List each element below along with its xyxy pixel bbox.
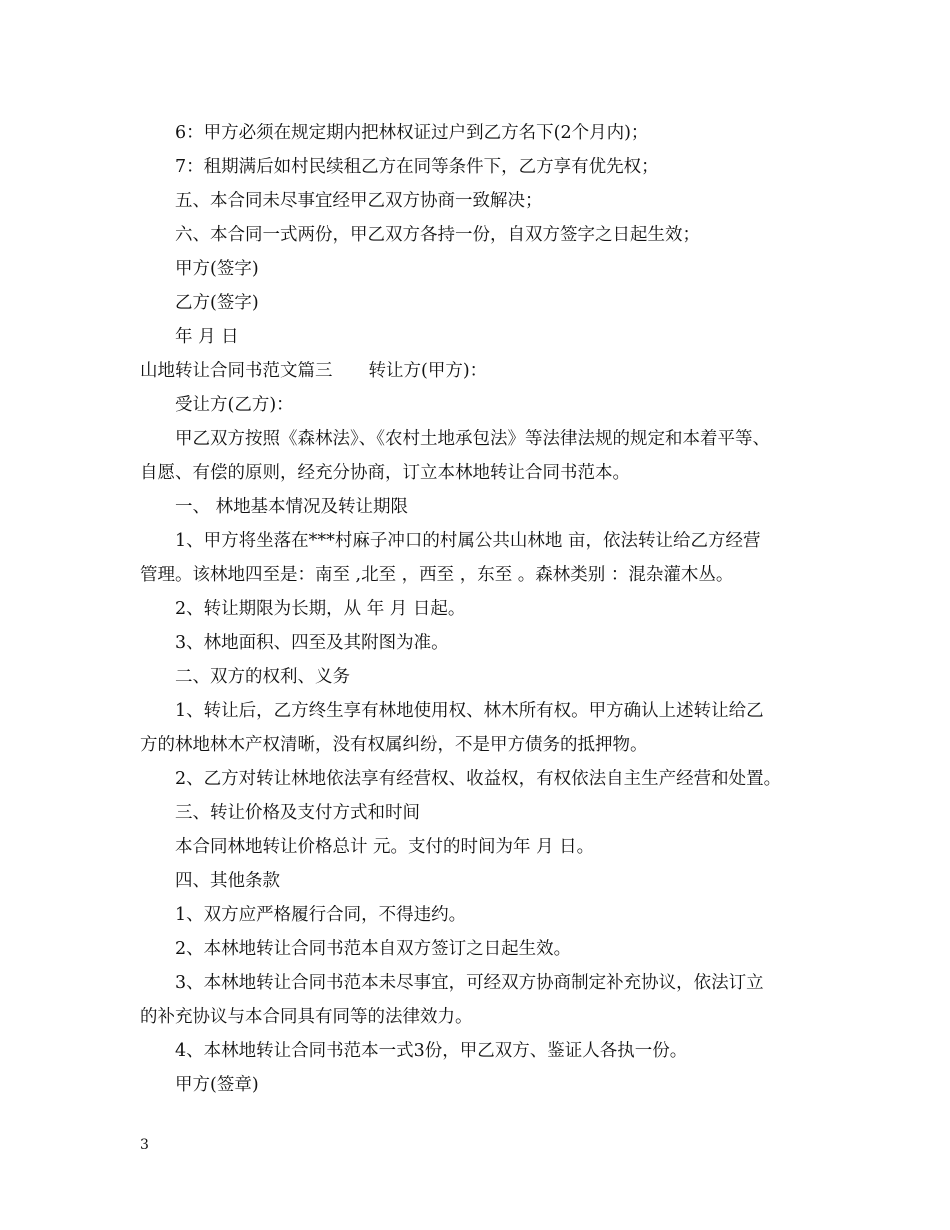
article-3-heading: 三、转让价格及支付方式和时间: [175, 803, 420, 823]
article-3-body: 本合同林地转让价格总计 元。支付的时间为年 月 日。: [175, 837, 595, 857]
article-4-item-3-line-2: 的补充协议与本合同具有同等的法律效力。: [140, 1007, 473, 1027]
transferee-label: 受让方(乙方)：: [175, 395, 294, 415]
preamble-line-2: 自愿、有偿的原则，经充分协商，订立本林地转让合同书范本。: [140, 463, 630, 483]
date-line: 年 月 日: [175, 327, 239, 347]
section-5: 五、本合同未尽事宜经甲乙双方协商一致解决；: [175, 191, 543, 211]
article-2-item-1-line-2: 方的林地林木产权清晰，没有权属纠纷，不是甲方债务的抵押物。: [140, 735, 648, 755]
party-a-signature: 甲方(签字): [175, 259, 259, 279]
article-4-item-2: 2、本林地转让合同书范本自双方签订之日起生效。: [175, 939, 572, 959]
article-1-heading: 一、 林地基本情况及转让期限: [175, 497, 409, 517]
transferor-label: 转让方(甲方)：: [368, 361, 488, 381]
preamble-line-1: 甲乙双方按照《森林法》、《农村土地承包法》等法律法规的规定和本着平等、: [175, 429, 770, 449]
party-a-seal: 甲方(签章): [175, 1075, 259, 1095]
clause-7: 7：租期满后如村民续租乙方在同等条件下，乙方享有优先权；: [175, 157, 659, 177]
article-2-item-2: 2、乙方对转让林地依法享有经营权、收益权，有权依法自主生产经营和处置。: [175, 769, 782, 789]
article-4-item-4: 4、本林地转让合同书范本一式3份，甲乙双方、鉴证人各执一份。: [175, 1041, 688, 1061]
section-title: 山地转让合同书范文篇三: [140, 361, 333, 381]
article-1-item-1-line-2: 管理。该林地四至是：南至 ,北至 ，西至 ，东至 。森林类别 ：混杂灌木丛。: [140, 565, 734, 585]
section-6: 六、本合同一式两份，甲乙双方各持一份，自双方签字之日起生效；: [175, 225, 700, 245]
article-2-heading: 二、双方的权利、义务: [175, 667, 350, 687]
page-number: 3: [140, 1137, 149, 1153]
article-1-item-3: 3、林地面积、四至及其附图为准。: [175, 633, 449, 653]
clause-6: 6：甲方必须在规定期内把林权证过户到乙方名下(2个月内)；: [175, 123, 649, 143]
document-body: [140, 116, 820, 1102]
article-1-item-1-line-1: 1、甲方将坐落在***村麻子冲口的村属公共山林地 亩，依法转让给乙方经营: [175, 531, 761, 551]
article-4-item-1: 1、双方应严格履行合同，不得违约。: [175, 905, 467, 925]
article-2-item-1-line-1: 1、转让后，乙方终生享有林地使用权、林木所有权。甲方确认上述转让给乙: [175, 701, 764, 721]
article-1-item-2: 2、转让期限为长期，从 年 月 日起。: [175, 599, 466, 619]
section-title-row: [140, 354, 820, 388]
article-4-item-3-line-1: 3、本林地转让合同书范本未尽事宜，可经双方协商制定补充协议，依法订立: [175, 973, 764, 993]
party-b-signature: 乙方(签字): [175, 293, 259, 313]
article-4-heading: 四、其他条款: [175, 871, 280, 891]
